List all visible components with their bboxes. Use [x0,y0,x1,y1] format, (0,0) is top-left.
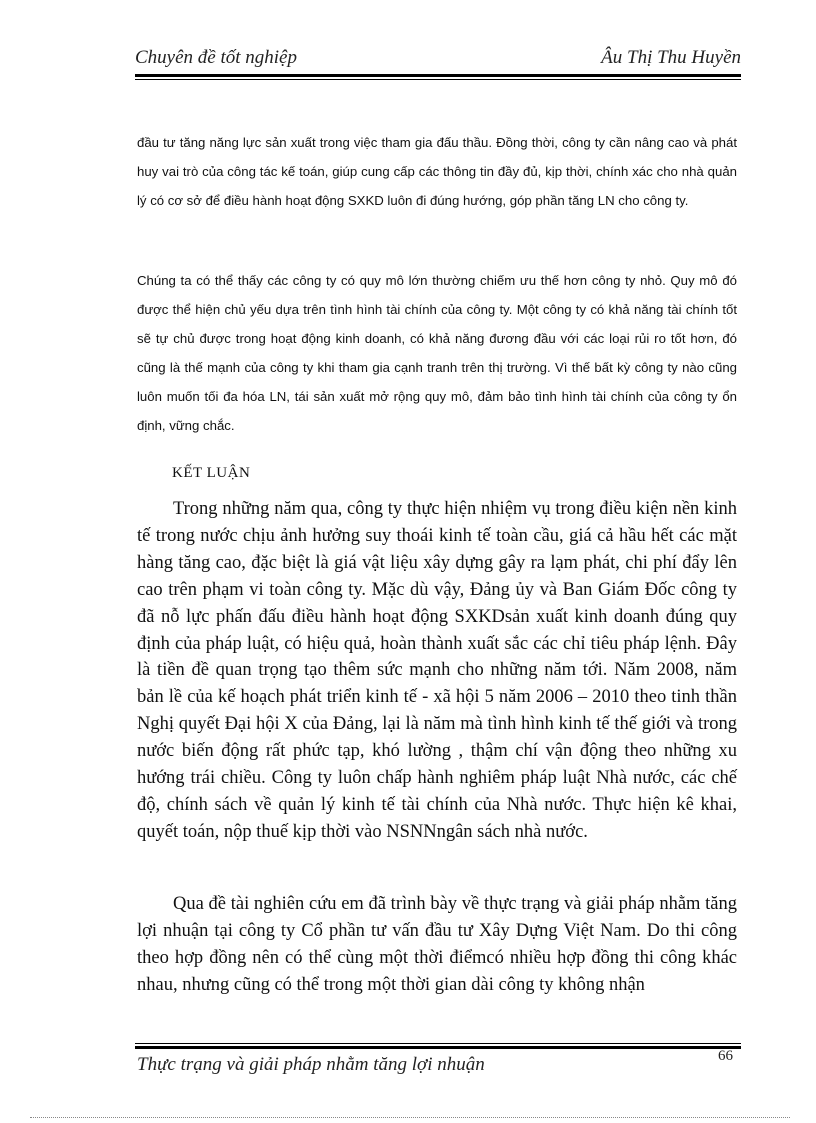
paragraph-4-text: Qua đề tài nghiên cứu em đã trình bày về thực trạng và giải pháp nhằm tăng lợi nhuận tại công ty Cổ phần tư vấn đầu tư Xây Dựng Việt Nam. Do thi công theo hợp đồng nên có thể cùng một thời điểmcó nhiều hợp đồng thi công khác nhau, nhưng cũng có thể trong một thời gian dài công ty không nhận [137,894,737,995]
paragraph-1: đầu tư tăng năng lực sản xuất trong việc tham gia đấu thầu. Đồng thời, công ty cần nâng cao và phát huy vai trò của công tác kế toán, giúp cung cấp các thông tin đầy đủ, kịp thời, chính xác cho nhà quản lý có cơ sở để điều hành hoạt động SXKD luôn đi đúng hướng, góp phần tăng LN cho công ty. [137,135,737,208]
header-rule-thick [135,74,741,77]
footer-rule-thick [135,1046,741,1049]
paragraph-2: Chúng ta có thể thấy các công ty có quy mô lớn thường chiếm ưu thế hơn công ty nhỏ. Quy mô đó được thể hiện chủ yếu dựa trên tình hình tài chính của công ty. Một công ty có khả năng tài chính tốt sẽ tự chủ được trong hoạt động kinh doanh, có khả năng đương đầu với các loại rủi ro tốt hơn, đó cũng là thế mạnh của công ty khi tham gia cạnh tranh trên thị trường. Vì thế bất kỳ công ty nào cũng luôn muốn tối đa hóa LN, tái sản xuất mở rộng quy mô, đảm bảo tình hình tài chính của công ty ổn định, vững chắc. [137,273,737,433]
header-title: Chuyên đề tốt nghiệp [135,47,297,68]
page-header [135,47,741,75]
paragraph-4 [137,891,737,999]
conclusion-heading: KẾT LUẬN [172,465,251,481]
header-author: Âu Thị Thu Huyền [601,47,741,68]
page-bottom-dotted-line [30,1117,790,1118]
footer-rule-thin [135,1043,741,1044]
page-number: 66 [718,1048,733,1064]
paragraph-3-text: Trong những năm qua, công ty thực hiện nhiệm vụ trong điều kiện nền kinh tế trong nước chịu ảnh hưởng suy thoái kinh tế toàn cầu, giá cả hầu hết các mặt hàng tăng cao, đặc biệt là giá vật liệu xây dựng gây ra lạm phát, chi phí đẩy lên cao trên phạm vi toàn công ty. Mặc dù vậy, Đảng ủy và Ban Giám Đốc công ty đã nỗ lực phấn đấu điều hành hoạt động SXKDsản xuất kinh doanh đúng quy định của pháp luật, có hiệu quả, hoàn thành xuất sắc các chỉ tiêu pháp lệnh. Đây là tiền đề quan trọng tạo thêm sức mạnh cho những năm tới. Năm 2008, năm bản lề của kế hoạch phát triển kinh tế - xã hội 5 năm 2006 – 2010 theo tinh thần Nghị quyết Đại hội X của Đảng, lại là năm mà tình hình kinh tế thế giới và trong nước biến động rất phức tạp, khó lường , thậm chí vận động theo những xu hướng trái chiều. Công ty luôn chấp hành nghiêm pháp luật Nhà nước, các chế độ, chính sách về quản lý kinh tế tài chính của Nhà nước. Thực hiện kê khai, quyết toán, nộp thuế kịp thời vào NSNNngân sách nhà nước. [137,499,737,842]
footer-title: Thực trạng và giải pháp nhằm tăng lợi nhuận [137,1054,485,1075]
header-rule-thin [135,79,741,80]
paragraph-3 [137,496,737,846]
